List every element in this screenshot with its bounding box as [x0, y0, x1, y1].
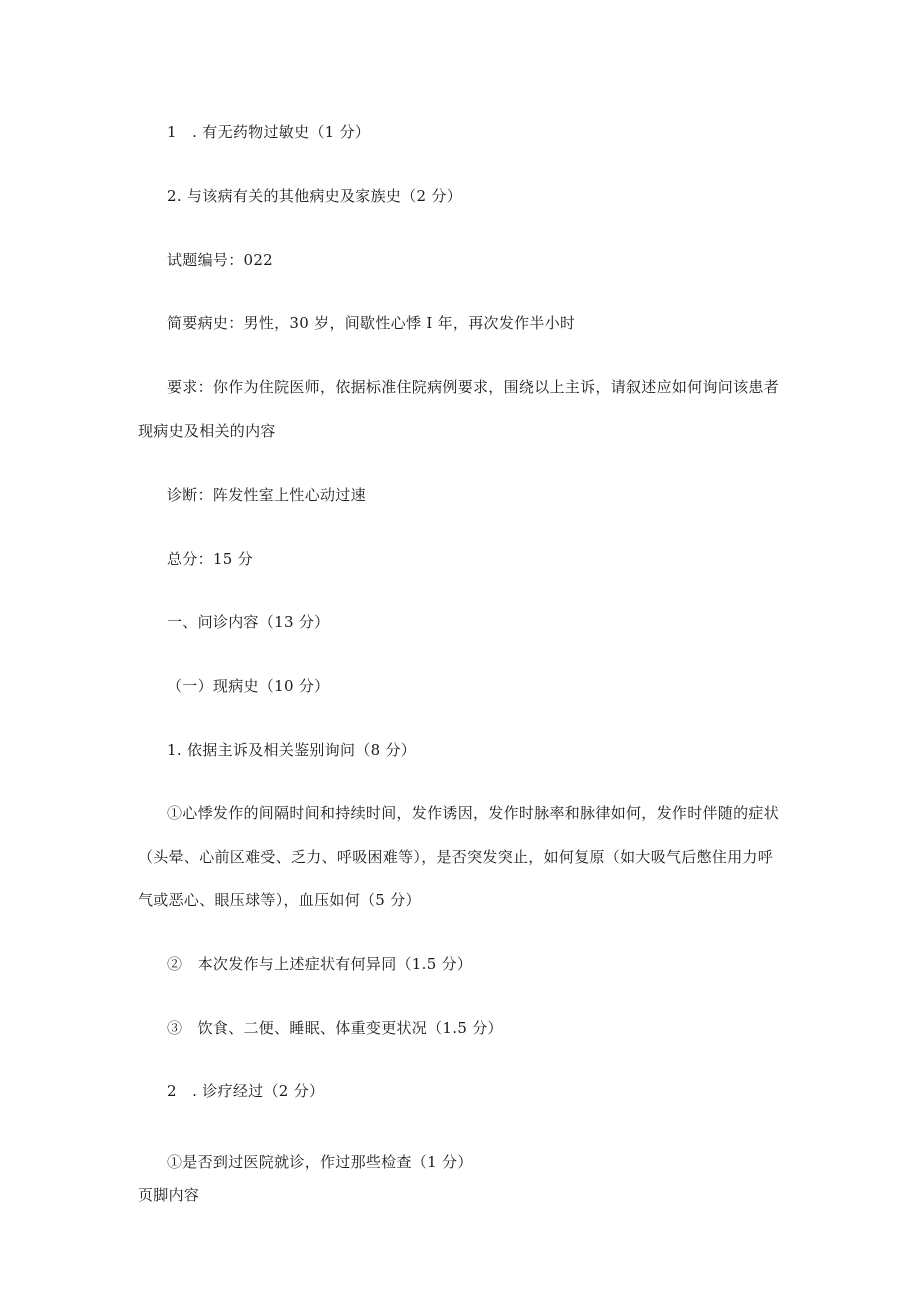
requirement-line-1: 要求：你作为住院医师，依据标准住院病例要求，围绕以上主诉，请叙述应如何询问该患者 [167, 378, 780, 396]
requirement-line-2: 现病史及相关的内容 [138, 422, 276, 440]
item-allergy-history: 1 . 有无药物过敏史（1 分） [167, 123, 371, 141]
circ-1-line-1: ①心悸发作的间隔时间和持续时间，发作诱因，发作时脉率和脉律如何，发作时伴随的症状 [167, 804, 780, 822]
total-score: 总分：15 分 [167, 550, 253, 568]
point-2-heading: 2 . 诊疗经过（2 分） [167, 1082, 325, 1100]
subsection-present-illness: （一）现病史（10 分） [167, 677, 330, 695]
item-related-history: 2. 与该病有关的其他病史及家族史（2 分） [167, 187, 462, 205]
circ-1-line-3: 气或恶心、眼压球等），血压如何（5 分） [138, 891, 421, 909]
circ-2: ② 本次发作与上述症状有何异同（1.5 分） [167, 955, 473, 973]
question-id: 试题编号：022 [167, 251, 274, 269]
circ-last: ①是否到过医院就诊，作过那些检查（1 分） [167, 1153, 473, 1171]
circ-3: ③ 饮食、二便、睡眠、体重变更状况（1.5 分） [167, 1019, 503, 1037]
brief-history: 简要病史：男性，30 岁，间歇性心悸 I 年，再次发作半小时 [167, 314, 576, 332]
page-footer: 页脚内容 [138, 1186, 200, 1204]
point-1-heading: 1. 依据主诉及相关鉴别询问（8 分） [167, 741, 417, 759]
section-heading-inquiry: 一、问诊内容（13 分） [167, 613, 330, 631]
diagnosis: 诊断：阵发性室上性心动过速 [167, 486, 366, 504]
circ-1-line-2: （头晕、心前区难受、乏力、呼吸困难等），是否突发突止，如何复原（如大吸气后憋住用力呼 [138, 848, 774, 866]
